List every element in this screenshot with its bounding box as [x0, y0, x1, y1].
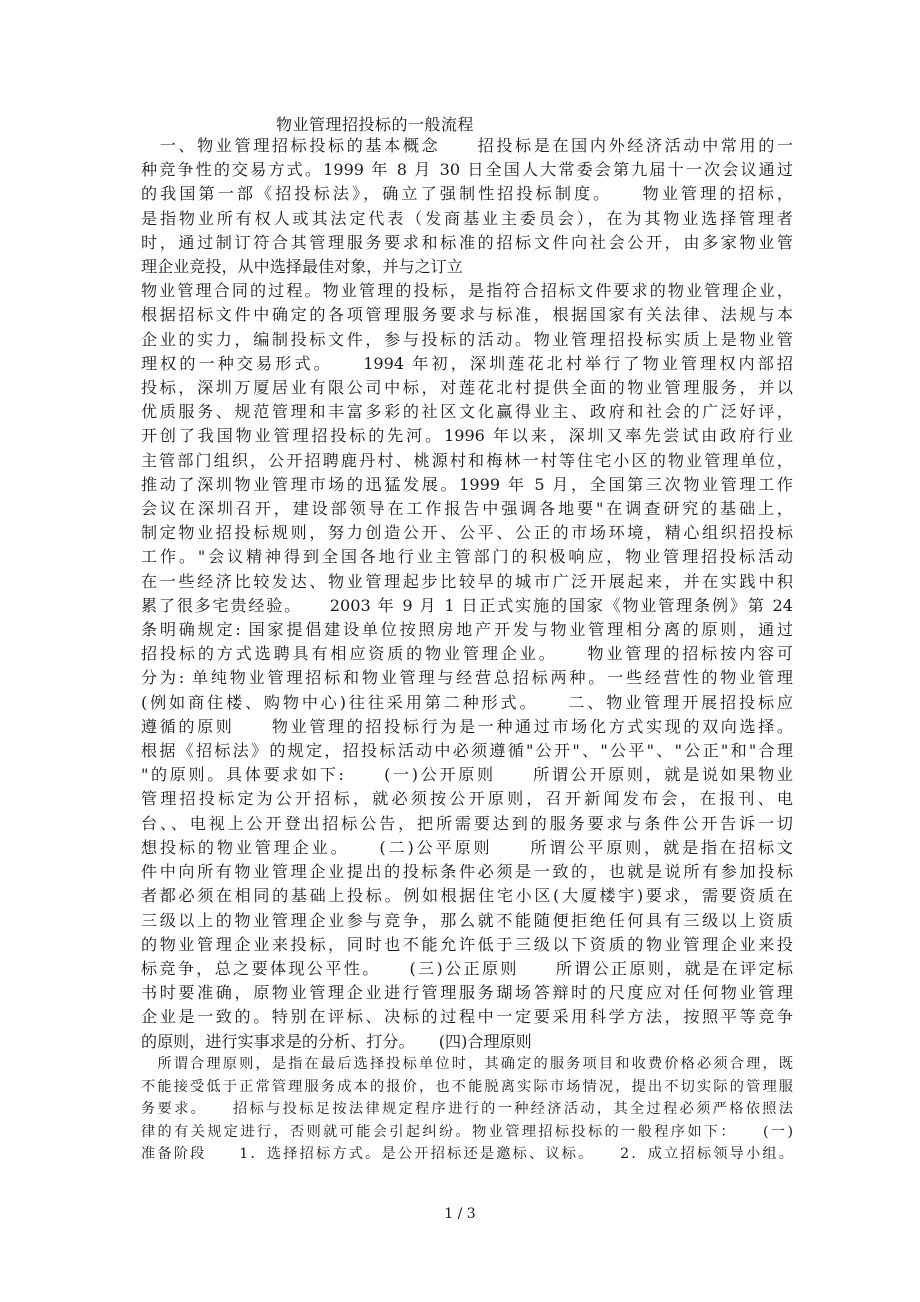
- text-line: 开创了我国物业管理招投标的先河。1996 年以来，深圳又率先尝试由政府行业: [141, 426, 793, 446]
- text-line: 管理招投标定为公开招标，就必须按公开原则，召开新闻发布会，在报刊、电: [141, 789, 793, 809]
- text-line: 者都必须在相同的基础上投标。例如根据住宅小区(大厦楼宇)要求，需要资质在: [141, 886, 793, 906]
- document-body: [141, 134, 793, 1054]
- text-line: 物业管理合同的过程。物业管理的投标，是指符合招标文件要求的物业管理企业，: [141, 281, 793, 301]
- text-line: 台、、电视上公开登出招标公告，把所需要达到的服务要求与条件公开告诉一切: [141, 813, 793, 833]
- text-line: 根据招标文件中确定的各项管理服务要求与标准，根据国家有关法律、法规与本: [141, 305, 793, 325]
- text-line: 招投标的方式选聘具有相应资质的物业管理企业。 物业管理的招标按内容可: [141, 644, 793, 664]
- text-line: 根据《招标法》的规定，招投标活动中必须遵循"公开"、"公平"、"公正"和"合理: [141, 741, 793, 761]
- text-line: 的原则，进行实事求是的分析、打分。 (四)合理原则: [141, 1031, 532, 1051]
- text-line: 条明确规定: 国家提倡建设单位按照房地产开发与物业管理相分离的原则，通过: [141, 620, 793, 640]
- text-line: 所谓合理原则，是指在最后选择投标单位时，其确定的服务项目和收费价格必须合理，既: [141, 1056, 793, 1072]
- text-line: 工作。"会议精神得到全国各地行业主管部门的积极响应，物业管理招投标活动: [141, 547, 793, 567]
- page-indicator: 1 / 3: [444, 1206, 476, 1222]
- text-line: 遵循的原则 物业管理的招投标行为是一种通过市场化方式实现的双向选择。: [141, 716, 793, 736]
- text-line: 种竞争性的交易方式。1999 年 8 月 30 日全国人大常委会第九届十一次会议通过: [141, 160, 793, 180]
- text-line: 企业是一致的。特别在评标、决标的过程中一定要采用科学方法，按照平等竞争: [141, 1007, 793, 1027]
- text-line: 累了很多宅贵经验。 2003 年 9 月 1 日正式实施的国家《物业管理条例》第 24: [141, 595, 793, 615]
- text-line: 的物业管理企业来投标，同时也不能允许低于三级以下资质的物业管理企业来投: [141, 934, 793, 954]
- text-line: 优质服务、规范管理和丰富多彩的社区文化赢得业主、政府和社会的广泛好评，: [141, 402, 793, 422]
- text-line: 的我国第一部《招投标法》，确立了强制性招投标制度。 物业管理的招标，: [141, 184, 793, 204]
- text-line: 在一些经济比较发达、物业管理起步比较早的城市广泛开展起来，并在实践中积: [141, 571, 793, 591]
- text-line: 时，通过制订符合其管理服务要求和标准的招标文件向社会公开，由多家物业管: [141, 232, 793, 252]
- text-line: 三级以上的物业管理企业参与竞争，那么就不能随便拒绝任何具有三级以上资质: [141, 910, 793, 930]
- text-line: 标竞争，总之要体现公平性。 (三)公正原则 所谓公正原则，就是在评定标: [141, 958, 793, 978]
- text-line: 主管部门组织，公开招聘鹿丹村、桃源村和梅林一村等住宅小区的物业管理单位，: [141, 450, 793, 470]
- text-line: 理权的一种交易形式。 1994 年初，深圳莲花北村举行了物业管理权内部招: [141, 353, 793, 373]
- text-line: 分为: 单纯物业管理招标和物业管理与经营总招标两种。一些经营性的物业管理: [141, 668, 793, 688]
- text-line: 一、物业管理招标投标的基本概念 招投标是在国内外经济活动中常用的一: [141, 136, 793, 155]
- text-line: 不能接受低于正常管理服务成本的报价，也不能脱离实际市场情况，提出不切实际的管理服: [141, 1078, 793, 1095]
- text-line: 投标，深圳万厦居业有限公司中标，对莲花北村提供全面的物业管理服务，并以: [141, 378, 793, 398]
- document-body-continued: [141, 1053, 793, 1166]
- text-line: 想投标的物业管理企业。 (二)公平原则 所谓公平原则，就是指在招标文: [141, 837, 793, 857]
- text-line: 是指物业所有权人或其法定代表（发商基业主委员会），在为其物业选择管理者: [141, 208, 793, 228]
- text-line: 务要求。 招标与投标足按法律规定程序进行的一种经济活动，其全过程必须严格依照法: [141, 1101, 793, 1117]
- text-line: 会议在深圳召开，建设部领导在工作报告中强调各地要"在调查研究的基础上，: [141, 499, 793, 519]
- text-line: 理企业竞投，从中选择最佳对象，并与之订立: [141, 257, 463, 277]
- text-line: 企业的实力，编制投标文件，参与投标的活动。物业管理招投标实质上是物业管: [141, 329, 793, 349]
- text-line: 推动了深圳物业管理市场的迅猛发展。1999 年 5 月，全国第三次物业管理工作: [141, 474, 793, 494]
- text-line: 书时要准确，原物业管理企业进行管理服务瑚场答辩时的尺度应对任何物业管理: [141, 983, 793, 1003]
- text-line: 制定物业招投标规则，努力创造公开、公平、公正的市场环境，精心组织招投标: [141, 523, 793, 543]
- text-line: (例如商住楼、购物中心)往往采用第二种形式。 二、物业管理开展招投标应: [141, 692, 793, 712]
- text-line: 律的有关规定进行，否则就可能会引起纠纷。物业管理招标投标的一般程序如下： (一): [141, 1123, 793, 1140]
- text-line: "的原则。具体要求如下: (一)公开原则 所谓公开原则，就是说如果物业: [141, 765, 793, 785]
- document-title: 物业管理招投标的一般流程: [276, 115, 475, 134]
- text-line: 件中向所有物业管理企业提出的投标条件必须是一致的，也就是说所有参加投标: [141, 862, 793, 882]
- text-line: 准备阶段 1．选择招标方式。是公开招标还是邀标、议标。 2．成立招标领导小组。: [141, 1146, 793, 1162]
